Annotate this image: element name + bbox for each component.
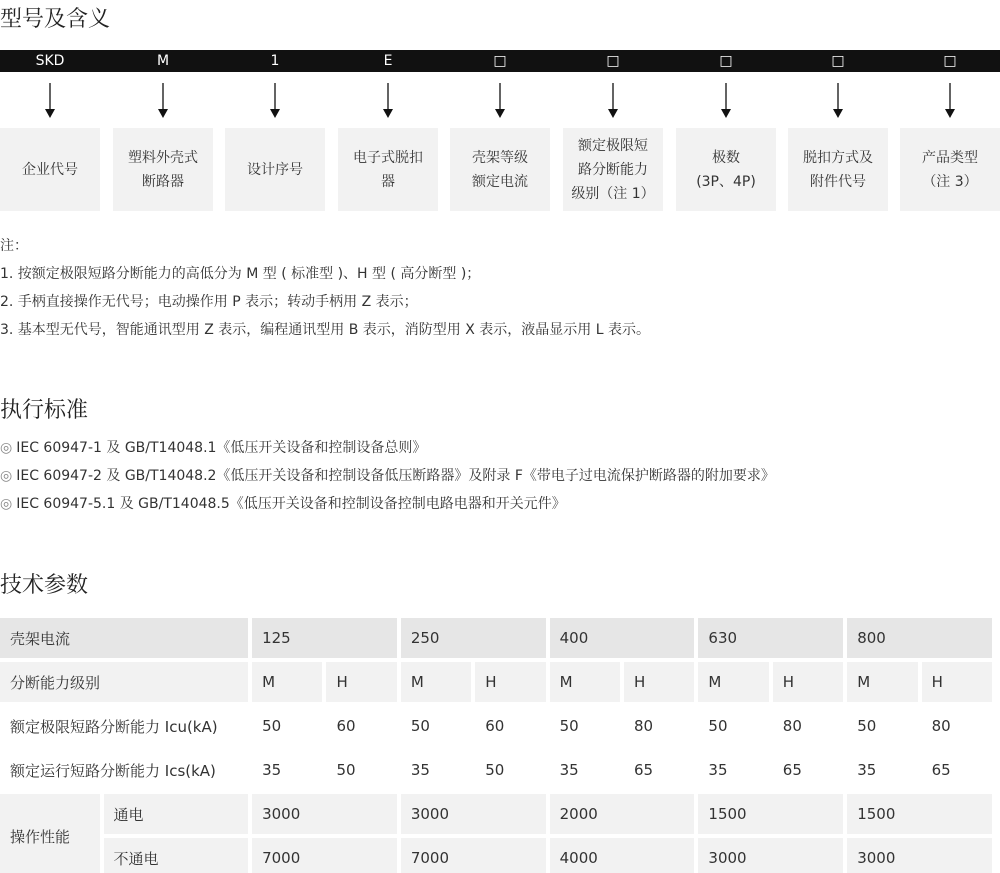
down-arrow-icon: [269, 83, 281, 119]
meaning-breaking-level: [563, 128, 663, 211]
params-section-title: 技术参数: [0, 573, 89, 598]
meaning-line: 路分断能力: [577, 161, 648, 178]
model-code-enterprise: SKD: [35, 53, 65, 69]
down-arrow-icon: [832, 83, 844, 119]
model-code-series: 1: [270, 53, 280, 69]
energized-label: 通电: [104, 794, 249, 834]
meaning-line: 额定极限短: [577, 137, 648, 154]
note-item: 1. 按额定极限短路分断能力的高低分为 M 型 ( 标准型 )、H 型 ( 高分断型 )；: [0, 266, 481, 282]
meaning-line: 塑料外壳式: [128, 149, 198, 166]
model-code-type: M: [156, 53, 170, 69]
icu-cell: 50: [559, 717, 579, 735]
ics-cell: 65: [931, 761, 951, 779]
icu-cell: 80: [782, 717, 802, 735]
meaning-line: (3P、4P): [696, 173, 756, 190]
model-code-release: E: [383, 53, 393, 69]
ics-cell: 65: [782, 761, 802, 779]
level-cell: M: [401, 662, 471, 702]
meaning-line: 额定电流: [472, 173, 528, 190]
level-cell: M: [550, 662, 620, 702]
model-code-frame: □: [493, 53, 507, 69]
frame-current-label: 壳架电流: [0, 618, 248, 658]
ics-cell: 35: [857, 761, 877, 779]
table-row: [0, 706, 992, 746]
level-cell: H: [475, 662, 545, 702]
frame-value: 630: [698, 618, 843, 658]
ics-cell: 35: [262, 761, 282, 779]
non-energized-cell: 7000: [252, 838, 397, 873]
params-table: [0, 614, 996, 873]
down-arrow-icon: [157, 83, 169, 119]
meaning-line: 器: [381, 173, 395, 190]
meaning-line: 设计序号: [247, 161, 303, 178]
notes-head: 注：: [0, 238, 28, 254]
icu-cell: 60: [336, 717, 356, 735]
icu-cell: 50: [410, 717, 430, 735]
model-code-accessory: □: [831, 53, 845, 69]
level-cell: H: [922, 662, 992, 702]
meaning-poles: [676, 128, 776, 211]
down-arrow-icon: [494, 83, 506, 119]
table-row: [0, 662, 992, 702]
standard-text: IEC 60947-1 及 GB/T14048.1《低压开关设备和控制设备总则》: [16, 440, 427, 456]
model-code-poles: □: [719, 53, 733, 69]
energized-cell: 3000: [252, 794, 397, 834]
frame-value: 125: [252, 618, 397, 658]
standards-list: [0, 434, 775, 518]
table-row: [0, 794, 992, 834]
model-code-band: [0, 50, 1000, 72]
icu-label: 额定极限短路分断能力 Icu(kA): [10, 717, 218, 736]
meaning-line: 附件代号: [810, 173, 866, 190]
non-energized-cell: 4000: [550, 838, 695, 873]
icu-cell: 50: [857, 717, 877, 735]
table-row: [0, 618, 992, 658]
meaning-line: 产品类型: [922, 149, 978, 166]
level-cell: M: [698, 662, 768, 702]
model-code-breaking: □: [606, 53, 620, 69]
down-arrow-icon: [44, 83, 56, 119]
meaning-line: 断路器: [142, 173, 184, 190]
frame-value: 400: [550, 618, 695, 658]
ics-cell: 65: [634, 761, 654, 779]
meaning-line: 级别（注 1）: [571, 185, 655, 202]
non-energized-cell: 3000: [698, 838, 843, 873]
energized-cell: 1500: [847, 794, 992, 834]
standard-text: IEC 60947-2 及 GB/T14048.2《低压开关设备和控制设备低压断路器》及附录 F《带电子过电流保护断路器的附加要求》: [16, 468, 775, 484]
icu-cell: 80: [931, 717, 951, 735]
operation-performance-label: 操作性能: [0, 794, 100, 873]
ics-label: 额定运行短路分断能力 Ics(kA): [10, 761, 216, 780]
frame-value: 250: [401, 618, 546, 658]
energized-cell: 1500: [698, 794, 843, 834]
standard-text: IEC 60947-5.1 及 GB/T14048.5《低压开关设备和控制设备控制电路电器和开关元件》: [16, 496, 566, 512]
meaning-line: 脱扣方式及: [803, 149, 873, 166]
standard-item: [0, 462, 775, 490]
meaning-line: 壳架等级: [472, 149, 528, 166]
meaning-line: 电子式脱扣: [353, 149, 423, 166]
circle-bullet-icon: ◎: [0, 496, 13, 512]
standard-item: [0, 490, 775, 518]
meaning-line: 企业代号: [22, 161, 78, 178]
level-cell: M: [252, 662, 322, 702]
frame-value: 800: [847, 618, 992, 658]
note-item: 3. 基本型无代号，智能通讯型用 Z 表示，编程通讯型用 B 表示，消防型用 X 表示，液晶显示用 L 表示。: [0, 322, 650, 338]
meaning-breaker-type: [113, 128, 213, 211]
down-arrow-icon: [382, 83, 394, 119]
meaning-line: （注 3）: [922, 173, 978, 190]
icu-cell: 50: [262, 717, 282, 735]
ics-cell: 35: [410, 761, 430, 779]
table-row: [0, 838, 992, 873]
note-item: 2. 手柄直接操作无代号；电动操作用 P 表示；转动手柄用 Z 表示；: [0, 294, 418, 310]
ics-cell: 35: [708, 761, 728, 779]
meaning-line: 极数: [712, 149, 740, 166]
meaning-design-series: [225, 128, 325, 211]
icu-cell: 50: [708, 717, 728, 735]
meaning-frame-current: [450, 128, 550, 211]
non-energized-cell: 3000: [847, 838, 992, 873]
non-energized-cell: 7000: [401, 838, 546, 873]
energized-cell: 3000: [401, 794, 546, 834]
level-cell: H: [624, 662, 694, 702]
down-arrow-icon: [720, 83, 732, 119]
meaning-enterprise-code: [0, 128, 100, 211]
icu-cell: 80: [634, 717, 654, 735]
non-energized-label: 不通电: [104, 838, 249, 873]
ics-cell: 50: [485, 761, 505, 779]
breaking-level-label: 分断能力级别: [0, 662, 248, 702]
ics-cell: 35: [559, 761, 579, 779]
meaning-accessory: [788, 128, 888, 211]
circle-bullet-icon: ◎: [0, 468, 13, 484]
standard-item: [0, 434, 775, 462]
table-row: [0, 750, 992, 790]
circle-bullet-icon: ◎: [0, 440, 13, 456]
level-cell: M: [847, 662, 917, 702]
meaning-product-type: [900, 128, 1000, 211]
ics-cell: 50: [336, 761, 356, 779]
down-arrow-icon: [944, 83, 956, 119]
meaning-release: [338, 128, 438, 211]
model-code-product: □: [943, 53, 957, 69]
down-arrow-icon: [607, 83, 619, 119]
model-section-title: 型号及含义: [0, 7, 111, 32]
level-cell: H: [326, 662, 396, 702]
level-cell: H: [773, 662, 843, 702]
standards-section-title: 执行标准: [0, 398, 89, 423]
energized-cell: 2000: [550, 794, 695, 834]
notes: [0, 232, 650, 344]
icu-cell: 60: [485, 717, 505, 735]
